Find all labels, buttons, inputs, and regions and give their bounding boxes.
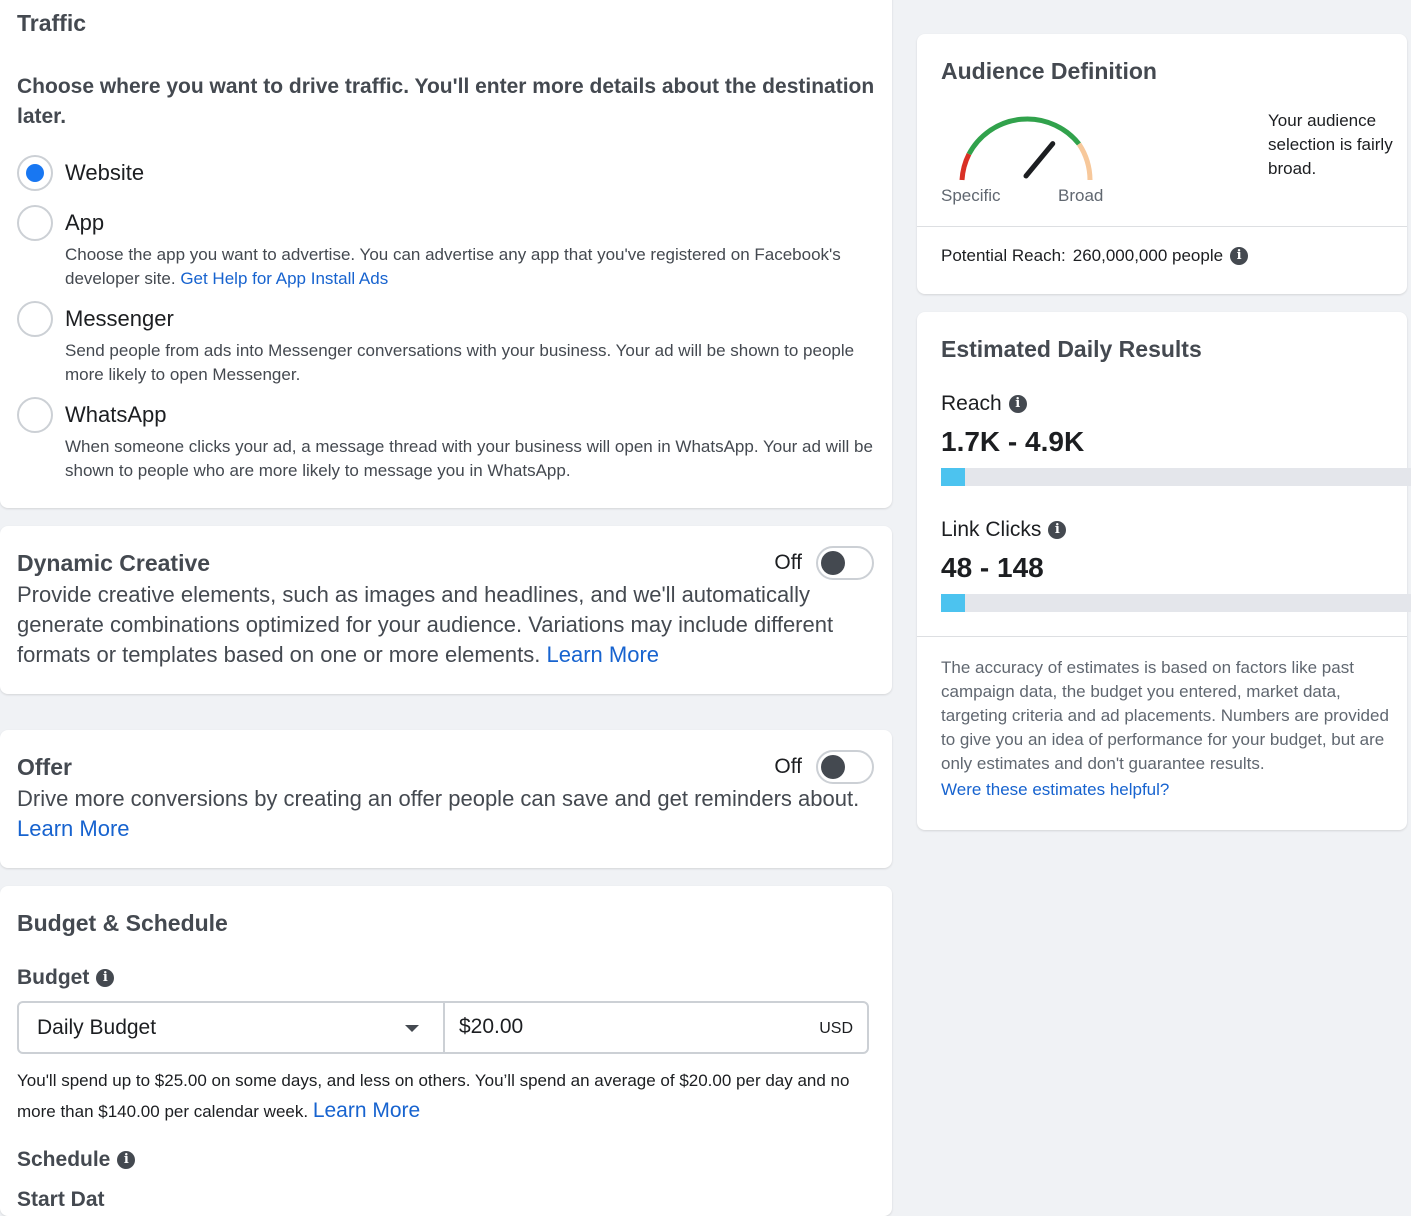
dynamic-creative-card — [0, 526, 892, 694]
link-clicks-value: 48 - 148 — [941, 552, 1044, 583]
offer-toggle[interactable] — [816, 750, 874, 784]
budget-learn-more-link[interactable]: Learn More — [312, 1099, 421, 1122]
potential-reach-value: 260,000,000 people — [1072, 246, 1224, 265]
option-description: When someone clicks your ad, a message thread with your business will open in WhatsApp. Your ad will be shown to people who are more likely to message you in WhatsApp. — [65, 437, 873, 480]
potential-reach-label: Potential Reach: — [941, 246, 1066, 265]
option-description — [65, 243, 875, 291]
offer-toggle-group — [774, 750, 874, 784]
audience-desc-line: broad. — [1268, 159, 1317, 178]
audience-description — [1268, 109, 1408, 181]
gauge-green-arc — [969, 119, 1079, 154]
budget-amount-field — [445, 1003, 867, 1052]
dynamic-creative-toggle[interactable] — [816, 546, 874, 580]
note-line: targeting criteria and ad placements. Numbers are provided — [941, 706, 1389, 725]
schedule-label-row — [17, 1148, 135, 1172]
option-description: Send people from ads into Messenger conversations with your business. Your ad will be shown to people more likely to open Messenger. — [65, 341, 855, 384]
currency-label: USD — [819, 1020, 853, 1037]
estimates-helpful-link[interactable]: Were these estimates helpful? — [941, 780, 1170, 799]
audience-definition-title: Audience Definition — [941, 58, 1157, 84]
estimated-daily-results-card — [917, 312, 1407, 830]
toggle-knob — [821, 551, 845, 575]
budget-schedule-title: Budget & Schedule — [17, 910, 228, 936]
budget-schedule-card — [0, 886, 892, 1216]
audience-desc-line: selection is fairly — [1268, 135, 1393, 154]
info-icon[interactable]: i — [1009, 395, 1027, 413]
info-icon[interactable]: i — [1230, 247, 1248, 265]
budget-label-row — [17, 966, 114, 990]
reach-bar-fill — [941, 468, 965, 486]
option-label: Messenger — [65, 306, 174, 331]
website-radio[interactable] — [17, 155, 53, 191]
messenger-radio[interactable] — [17, 301, 53, 337]
link-clicks-label-row — [941, 518, 1066, 542]
traffic-title: Traffic — [17, 10, 87, 36]
audience-desc-line: Your audience — [1268, 111, 1377, 130]
gauge-broad-label: Broad — [1058, 186, 1104, 205]
note-line: only estimates and don't guarantee results. — [941, 754, 1265, 773]
reach-label-row — [941, 392, 1027, 416]
option-label: WhatsApp — [65, 402, 167, 427]
budget-type-select[interactable] — [19, 1003, 445, 1052]
dynamic-creative-desc — [17, 580, 877, 670]
schedule-label: Schedule — [17, 1148, 111, 1171]
budget-amount-input[interactable] — [459, 1015, 759, 1039]
offer-card — [0, 730, 892, 868]
start-date-label: Start Dat — [17, 1188, 105, 1211]
dynamic-creative-toggle-group — [774, 546, 874, 580]
offer-learn-more-link[interactable]: Learn More — [17, 816, 130, 841]
offer-desc — [17, 784, 877, 844]
divider — [917, 636, 1407, 637]
estimates-accuracy-note — [941, 656, 1407, 776]
reach-value: 1.7K - 4.9K — [941, 426, 1085, 457]
gauge-needle — [1026, 144, 1053, 176]
toggle-state: Off — [774, 755, 802, 778]
potential-reach-row — [941, 246, 1248, 266]
app-radio[interactable] — [17, 205, 53, 241]
link-clicks-bar — [941, 594, 1411, 612]
link-clicks-bar-fill — [941, 594, 965, 612]
offer-desc-text: Drive more conversions by creating an offer people can save and get reminders about. — [17, 786, 860, 811]
audience-definition-card — [917, 34, 1407, 294]
offer-title: Offer — [17, 754, 72, 780]
info-icon[interactable]: i — [1048, 521, 1066, 539]
option-label: App — [65, 210, 105, 235]
note-line: The accuracy of estimates is based on factors like past — [941, 658, 1354, 677]
budget-type-value: Daily Budget — [37, 1016, 157, 1039]
app-install-help-link[interactable]: Get Help for App Install Ads — [180, 269, 389, 288]
traffic-prompt: Choose where you want to drive traffic. You'll enter more details about the destination later. — [17, 75, 875, 128]
dynamic-creative-desc-text: Provide creative elements, such as images and headlines, and we'll automatically generate combinations optimized for your audience. Variations may include different formats or templates based on one or more elements. — [17, 582, 834, 667]
budget-input-group — [17, 1001, 869, 1054]
audience-gauge — [941, 106, 1121, 226]
budget-label: Budget — [17, 966, 90, 989]
budget-spend-note — [17, 1066, 877, 1127]
reach-label: Reach — [941, 392, 1002, 415]
reach-bar — [941, 468, 1411, 486]
gauge-specific-label: Specific — [941, 186, 1001, 205]
info-icon[interactable]: i — [96, 969, 114, 987]
link-clicks-label: Link Clicks — [941, 518, 1042, 541]
gauge-red-arc — [962, 154, 969, 180]
info-icon[interactable]: i — [117, 1151, 135, 1169]
toggle-state: Off — [774, 551, 802, 574]
whatsapp-radio[interactable] — [17, 397, 53, 433]
note-line: campaign data, the budget you entered, market data, — [941, 682, 1341, 701]
gauge-peach-arc — [1079, 144, 1090, 180]
dynamic-creative-title: Dynamic Creative — [17, 550, 211, 576]
estimated-results-title: Estimated Daily Results — [941, 336, 1202, 362]
caret-down-icon — [405, 1025, 419, 1032]
dynamic-creative-learn-more-link[interactable]: Learn More — [546, 642, 660, 667]
note-line: to give you an idea of performance for your budget, but are — [941, 730, 1385, 749]
app-desc-text: Choose the app you want to advertise. You can advertise any app that you've registered on Facebook's developer site. — [65, 245, 841, 288]
traffic-card — [0, 0, 892, 508]
option-label: Website — [65, 160, 145, 185]
spend-note-text: You'll spend up to $25.00 on some days, and less on others. You’ll spend an average of $20.00 per day and no more than $140.00 per calendar week. — [17, 1071, 850, 1121]
toggle-knob — [821, 755, 845, 779]
divider — [917, 226, 1407, 227]
